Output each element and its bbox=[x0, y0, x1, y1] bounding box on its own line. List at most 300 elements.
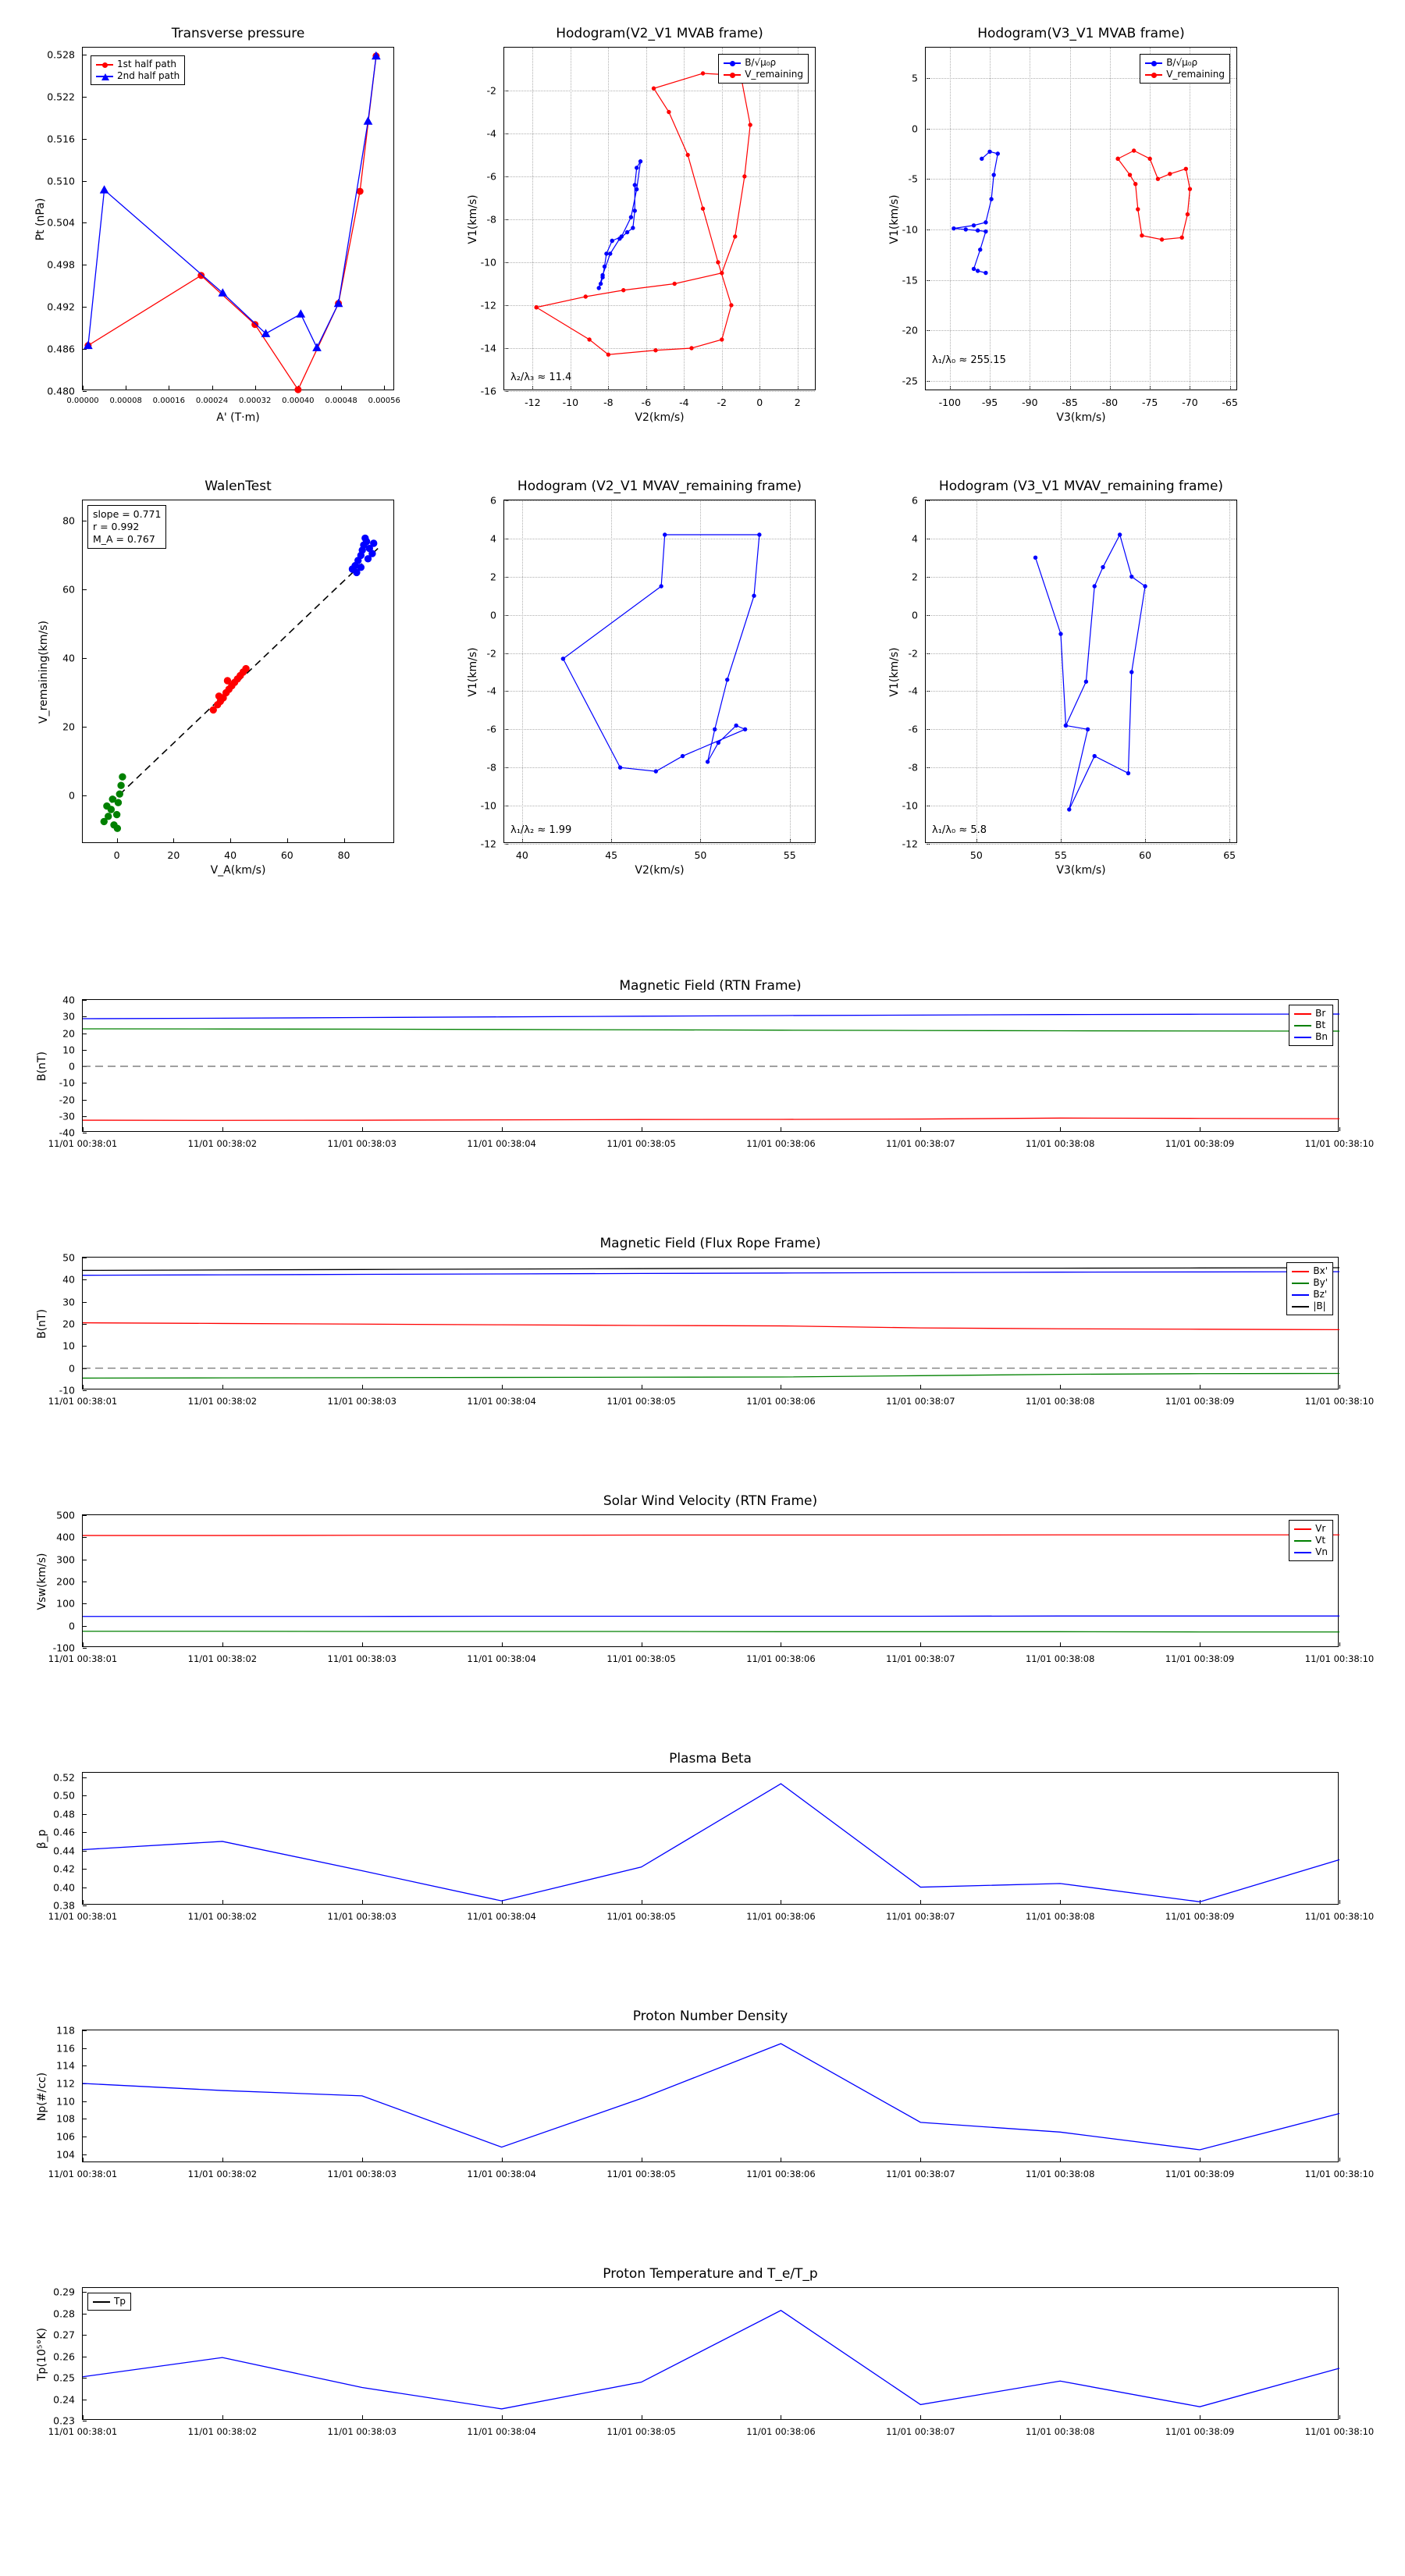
y-tick-label: 0.522 bbox=[47, 91, 75, 103]
x-tick-label: -85 bbox=[1062, 397, 1078, 408]
data-point-marker bbox=[1144, 585, 1147, 588]
legend-marker-icon bbox=[1151, 61, 1157, 66]
data-point-marker bbox=[371, 540, 377, 546]
data-point-marker bbox=[1132, 149, 1135, 152]
legend-label: 1st half path bbox=[117, 59, 177, 69]
y-tick-label: 0 bbox=[490, 609, 496, 621]
data-point-marker bbox=[717, 741, 720, 744]
legend-entry bbox=[96, 59, 180, 70]
legend-swatch bbox=[1294, 1528, 1311, 1530]
y-tick-label: 50 bbox=[62, 1251, 75, 1264]
y-tick-label: 40 bbox=[62, 1273, 75, 1286]
legend-label: Bz' bbox=[1313, 1289, 1328, 1300]
legend-entry bbox=[1292, 1277, 1328, 1289]
legend-entry bbox=[1294, 1031, 1328, 1043]
y-tick-label: 300 bbox=[56, 1553, 75, 1566]
x-tick-label: -90 bbox=[1022, 397, 1038, 408]
y-axis-label: B(nT) bbox=[36, 1309, 48, 1339]
x-tick-label: 60 bbox=[1139, 849, 1152, 861]
y-tick-label: 80 bbox=[62, 514, 75, 527]
data-point-marker bbox=[988, 150, 991, 153]
data-point-marker bbox=[224, 678, 230, 684]
series-line bbox=[83, 1616, 1339, 1617]
y-tick-label: -10 bbox=[902, 223, 918, 236]
y-tick-label: 40 bbox=[62, 652, 75, 664]
legend-label: 2nd half path bbox=[117, 70, 180, 81]
data-point-marker bbox=[706, 760, 709, 763]
x-tick-label: 11/01 00:38:02 bbox=[187, 1396, 258, 1407]
legend-swatch bbox=[1292, 1283, 1309, 1284]
x-tick-label: 11/01 00:38:06 bbox=[746, 1653, 816, 1664]
chart-proton-number-density bbox=[36, 2008, 1375, 2179]
data-point-marker bbox=[1093, 754, 1096, 757]
y-tick-label: -4 bbox=[486, 685, 496, 697]
x-tick-label: 11/01 00:38:06 bbox=[746, 1911, 816, 1922]
legend-entry bbox=[724, 69, 803, 80]
x-tick-label: 11/01 00:38:09 bbox=[1165, 1653, 1235, 1664]
data-point-marker bbox=[1136, 208, 1140, 211]
data-point-marker bbox=[1086, 728, 1089, 731]
y-tick-label: 0.492 bbox=[47, 301, 75, 313]
y-tick-label: 0.52 bbox=[53, 1771, 75, 1784]
x-tick-label: 0.00024 bbox=[195, 397, 229, 405]
x-tick-mark bbox=[1339, 1900, 1340, 1904]
legend-swatch bbox=[1292, 1271, 1309, 1272]
y-tick-label: 6 bbox=[912, 494, 918, 507]
chart-legend bbox=[1289, 1520, 1333, 1561]
x-tick-label: 11/01 00:38:03 bbox=[327, 1396, 397, 1407]
legend-marker-icon bbox=[102, 62, 108, 68]
legend-label: Bx' bbox=[1313, 1265, 1328, 1276]
data-point-marker bbox=[105, 813, 112, 820]
y-tick-label: 5 bbox=[912, 72, 918, 84]
y-tick-label: 40 bbox=[62, 994, 75, 1006]
data-point-marker bbox=[1128, 173, 1131, 176]
y-tick-label: 10 bbox=[62, 1340, 75, 1352]
data-point-marker bbox=[620, 235, 623, 238]
chart-title: Plasma Beta bbox=[669, 1751, 752, 1767]
legend-swatch bbox=[96, 76, 113, 77]
y-tick-label: -14 bbox=[480, 342, 496, 354]
y-tick-label: 0.498 bbox=[47, 258, 75, 271]
legend-label: Bn bbox=[1315, 1031, 1328, 1042]
chart-title: Solar Wind Velocity (RTN Frame) bbox=[603, 1493, 818, 1509]
series-layer bbox=[83, 500, 395, 844]
x-tick-label: 11/01 00:38:04 bbox=[467, 2169, 536, 2179]
legend-entry bbox=[1294, 1019, 1328, 1031]
y-tick-label: 108 bbox=[56, 2112, 75, 2125]
y-tick-label: 0 bbox=[69, 1060, 75, 1073]
legend-swatch bbox=[724, 62, 741, 64]
legend-swatch bbox=[93, 2301, 110, 2303]
chart-title: WalenTest bbox=[205, 479, 272, 494]
y-tick-label: 0.486 bbox=[47, 343, 75, 355]
legend-marker-icon bbox=[1151, 73, 1157, 78]
series-layer bbox=[83, 48, 395, 391]
y-tick-label: 0.504 bbox=[47, 216, 75, 229]
x-tick-label: 11/01 00:38:01 bbox=[48, 1653, 118, 1664]
x-tick-mark bbox=[1339, 2158, 1340, 2161]
legend-label: Vt bbox=[1315, 1535, 1326, 1546]
data-point-marker bbox=[606, 353, 610, 356]
data-point-marker bbox=[635, 166, 638, 169]
y-tick-label: 112 bbox=[56, 2077, 75, 2090]
y-tick-label: -5 bbox=[908, 173, 918, 185]
gridline bbox=[504, 844, 815, 845]
data-point-marker bbox=[972, 267, 975, 270]
data-point-marker bbox=[1140, 234, 1144, 237]
y-tick-label: 0.24 bbox=[53, 2393, 75, 2406]
chart-title: Magnetic Field (RTN Frame) bbox=[619, 978, 802, 994]
y-tick-label: 0.42 bbox=[53, 1863, 75, 1875]
data-point-marker bbox=[622, 289, 625, 292]
legend-marker-icon bbox=[730, 61, 735, 66]
data-point-marker bbox=[599, 282, 602, 285]
x-axis-label: V3(km/s) bbox=[1056, 864, 1106, 877]
y-tick-mark bbox=[83, 391, 87, 392]
chart-plasma-beta bbox=[36, 1751, 1375, 1922]
data-point-marker bbox=[1156, 177, 1159, 180]
series-line bbox=[83, 1323, 1339, 1330]
x-tick-label: 11/01 00:38:10 bbox=[1304, 1396, 1375, 1407]
x-axis-label: A' (T·m) bbox=[216, 411, 260, 424]
x-tick-label: 11/01 00:38:07 bbox=[886, 1396, 955, 1407]
x-tick-label: 11/01 00:38:05 bbox=[606, 1653, 676, 1664]
data-point-marker bbox=[976, 229, 979, 232]
y-tick-label: -40 bbox=[59, 1126, 75, 1139]
x-tick-label: 11/01 00:38:09 bbox=[1165, 1138, 1235, 1149]
data-point-marker bbox=[992, 173, 995, 176]
data-point-marker bbox=[357, 188, 363, 194]
data-point-marker bbox=[652, 87, 655, 90]
data-point-marker bbox=[726, 678, 729, 681]
y-tick-label: 0.29 bbox=[53, 2286, 75, 2298]
x-tick-label: 11/01 00:38:07 bbox=[886, 2426, 955, 2437]
y-axis-label: Np(#/cc) bbox=[36, 2072, 48, 2122]
series-layer bbox=[504, 500, 816, 844]
x-tick-label: 40 bbox=[515, 849, 528, 861]
legend-label: V_remaining bbox=[745, 69, 803, 80]
series-line bbox=[83, 1272, 1339, 1276]
chart-walen-test bbox=[37, 479, 394, 877]
x-tick-label: 0.00008 bbox=[109, 397, 142, 405]
legend-swatch bbox=[1294, 1025, 1311, 1026]
x-tick-label: 11/01 00:38:03 bbox=[327, 2169, 397, 2179]
data-point-marker bbox=[752, 594, 756, 597]
x-tick-label: -2 bbox=[717, 397, 727, 408]
x-tick-label: -4 bbox=[679, 397, 689, 408]
x-tick-label: 11/01 00:38:10 bbox=[1304, 1138, 1375, 1149]
data-point-marker bbox=[1186, 212, 1189, 215]
legend-swatch bbox=[1294, 1013, 1311, 1015]
y-tick-label: 0.44 bbox=[53, 1845, 75, 1857]
y-axis-label: V1(km/s) bbox=[467, 194, 479, 244]
x-tick-label: 11/01 00:38:07 bbox=[886, 1911, 955, 1922]
y-tick-label: -8 bbox=[486, 761, 496, 774]
x-tick-label: 2 bbox=[794, 397, 801, 408]
y-tick-label: 0.46 bbox=[53, 1826, 75, 1838]
data-point-marker bbox=[118, 782, 124, 788]
legend-entry bbox=[1294, 1523, 1328, 1535]
y-tick-label: 20 bbox=[62, 1318, 75, 1330]
chart-legend bbox=[1286, 1262, 1333, 1315]
y-tick-label: 4 bbox=[490, 532, 496, 545]
series-layer bbox=[926, 500, 1238, 844]
x-tick-label: 11/01 00:38:01 bbox=[48, 1911, 118, 1922]
series-layer bbox=[83, 1000, 1339, 1133]
data-point-marker bbox=[365, 117, 372, 124]
chart-magnetic-field-flux-rope bbox=[36, 1236, 1375, 1407]
legend-entry bbox=[1145, 57, 1225, 69]
y-tick-label: -30 bbox=[59, 1110, 75, 1123]
y-tick-label: 2 bbox=[490, 571, 496, 583]
data-point-marker bbox=[654, 770, 657, 773]
data-point-marker bbox=[984, 229, 987, 233]
y-tick-mark bbox=[83, 1905, 87, 1906]
chart-legend bbox=[1140, 54, 1230, 84]
x-tick-label: 11/01 00:38:06 bbox=[746, 2169, 816, 2179]
y-tick-label: 106 bbox=[56, 2130, 75, 2143]
data-point-marker bbox=[1101, 565, 1104, 568]
data-point-marker bbox=[1130, 575, 1133, 578]
data-point-marker bbox=[1064, 724, 1067, 727]
y-axis-label: V1(km/s) bbox=[888, 647, 901, 697]
chart-legend bbox=[718, 54, 809, 84]
x-tick-label: -6 bbox=[641, 397, 652, 408]
data-point-marker bbox=[660, 585, 663, 588]
x-tick-label: 11/01 00:38:06 bbox=[746, 1396, 816, 1407]
chart-magnetic-field-rtn bbox=[36, 978, 1375, 1149]
data-point-marker bbox=[681, 754, 684, 757]
x-tick-label: 11/01 00:38:02 bbox=[187, 2426, 258, 2437]
x-tick-label: 11/01 00:38:08 bbox=[1025, 1653, 1095, 1664]
data-point-marker bbox=[1148, 157, 1151, 160]
x-axis-label: V3(km/s) bbox=[1056, 411, 1106, 424]
data-point-marker bbox=[215, 693, 222, 699]
series-line bbox=[88, 56, 376, 390]
y-tick-label: 0.510 bbox=[47, 175, 75, 187]
y-tick-label: -8 bbox=[908, 761, 918, 774]
data-point-marker bbox=[984, 221, 987, 224]
data-point-marker bbox=[964, 228, 967, 231]
x-axis-label: V_A(km/s) bbox=[210, 864, 266, 877]
y-tick-label: 0.40 bbox=[53, 1881, 75, 1894]
x-axis-label: V2(km/s) bbox=[635, 864, 685, 877]
series-line bbox=[83, 2311, 1339, 2409]
legend-entry bbox=[1145, 69, 1225, 80]
y-tick-label: -6 bbox=[486, 723, 496, 735]
data-point-marker bbox=[690, 347, 693, 350]
series-layer bbox=[83, 2288, 1339, 2421]
series-line bbox=[111, 549, 378, 803]
x-tick-label: 11/01 00:38:05 bbox=[606, 1911, 676, 1922]
x-tick-label: 11/01 00:38:06 bbox=[746, 2426, 816, 2437]
y-tick-label: 0.516 bbox=[47, 133, 75, 145]
series-layer bbox=[83, 1515, 1339, 1648]
data-point-marker bbox=[638, 160, 642, 163]
y-tick-label: -2 bbox=[486, 647, 496, 660]
data-point-marker bbox=[984, 271, 987, 274]
series-line bbox=[83, 1784, 1339, 1902]
x-tick-label: 11/01 00:38:10 bbox=[1304, 2426, 1375, 2437]
y-tick-label: -25 bbox=[902, 375, 918, 387]
data-point-marker bbox=[629, 215, 632, 219]
data-point-marker bbox=[119, 774, 126, 780]
y-tick-label: 0 bbox=[69, 1362, 75, 1375]
y-tick-label: 0.528 bbox=[47, 48, 75, 61]
y-tick-label: -12 bbox=[480, 299, 496, 311]
y-tick-label: -16 bbox=[480, 385, 496, 397]
chart-transverse-pressure bbox=[34, 26, 400, 424]
y-tick-label: 0.25 bbox=[53, 2371, 75, 2384]
y-tick-label: -2 bbox=[486, 84, 496, 97]
y-tick-label: 30 bbox=[62, 1010, 75, 1023]
y-tick-label: 0.480 bbox=[47, 385, 75, 397]
y-tick-mark bbox=[83, 1390, 87, 1391]
data-point-marker bbox=[980, 157, 984, 160]
legend-label: Vn bbox=[1315, 1546, 1328, 1557]
data-point-marker bbox=[686, 153, 689, 156]
x-tick-label: 11/01 00:38:01 bbox=[48, 1138, 118, 1149]
y-tick-label: -4 bbox=[908, 685, 918, 697]
x-tick-label: 11/01 00:38:09 bbox=[1165, 1911, 1235, 1922]
data-point-marker bbox=[701, 207, 704, 210]
x-tick-label: 50 bbox=[694, 849, 707, 861]
x-tick-label: 11/01 00:38:03 bbox=[327, 2426, 397, 2437]
y-tick-label: 0 bbox=[912, 123, 918, 135]
x-tick-label: 11/01 00:38:10 bbox=[1304, 2169, 1375, 2179]
data-point-marker bbox=[1116, 157, 1119, 160]
legend-label: B/√μ₀ρ bbox=[1166, 57, 1198, 68]
x-tick-label: 50 bbox=[969, 849, 983, 861]
y-tick-label: -20 bbox=[902, 324, 918, 336]
eigenvalue-ratio-annotation: λ₂/λ₃ ≈ 11.4 bbox=[510, 372, 572, 383]
x-tick-label: 11/01 00:38:05 bbox=[606, 1138, 676, 1149]
x-tick-mark bbox=[1339, 1385, 1340, 1389]
legend-label: By' bbox=[1313, 1277, 1328, 1288]
x-tick-label: 80 bbox=[337, 849, 350, 861]
chart-legend bbox=[87, 2293, 131, 2311]
data-point-marker bbox=[663, 533, 667, 536]
x-tick-label: -65 bbox=[1222, 397, 1238, 408]
chart-legend bbox=[1289, 1005, 1333, 1046]
y-tick-label: -4 bbox=[486, 127, 496, 140]
data-point-marker bbox=[976, 269, 979, 272]
data-point-marker bbox=[1160, 238, 1163, 241]
legend-swatch bbox=[1294, 1552, 1311, 1553]
y-tick-label: 110 bbox=[56, 2095, 75, 2108]
y-axis-label: V1(km/s) bbox=[888, 194, 901, 244]
series-line bbox=[1036, 535, 1146, 809]
legend-swatch bbox=[1294, 1037, 1311, 1038]
series-line bbox=[83, 1631, 1339, 1632]
x-tick-label: 11/01 00:38:04 bbox=[467, 1138, 536, 1149]
legend-label: V_remaining bbox=[1166, 69, 1225, 80]
data-point-marker bbox=[605, 252, 608, 255]
legend-label: Tp bbox=[114, 2296, 126, 2307]
series-line bbox=[83, 1268, 1339, 1270]
x-tick-label: 11/01 00:38:03 bbox=[327, 1653, 397, 1664]
legend-entry bbox=[1292, 1265, 1328, 1277]
data-point-marker bbox=[116, 791, 123, 797]
data-point-marker bbox=[952, 226, 955, 229]
y-tick-label: 114 bbox=[56, 2059, 75, 2072]
x-tick-label: 11/01 00:38:04 bbox=[467, 2426, 536, 2437]
x-tick-label: -100 bbox=[938, 397, 961, 408]
y-tick-label: 104 bbox=[56, 2148, 75, 2161]
x-tick-label: 11/01 00:38:05 bbox=[606, 1396, 676, 1407]
gridline bbox=[926, 844, 1236, 845]
data-point-marker bbox=[1188, 187, 1191, 190]
y-tick-label: -10 bbox=[480, 256, 496, 269]
x-tick-label: 11/01 00:38:03 bbox=[327, 1138, 397, 1149]
data-point-marker bbox=[758, 533, 761, 536]
y-tick-label: 400 bbox=[56, 1531, 75, 1543]
data-point-marker bbox=[252, 322, 258, 328]
legend-swatch bbox=[1292, 1294, 1309, 1296]
data-point-marker bbox=[101, 186, 108, 193]
series-line bbox=[599, 162, 640, 288]
x-tick-label: 0.00032 bbox=[239, 397, 272, 405]
y-tick-label: 30 bbox=[62, 1296, 75, 1308]
data-point-marker bbox=[198, 272, 205, 279]
x-tick-label: 65 bbox=[1223, 849, 1236, 861]
data-point-marker bbox=[297, 310, 304, 317]
x-tick-mark bbox=[1339, 2415, 1340, 2419]
series-layer bbox=[83, 2030, 1339, 2163]
legend-swatch bbox=[724, 74, 741, 76]
y-axis-label: Vsw(km/s) bbox=[36, 1553, 48, 1610]
data-point-marker bbox=[625, 230, 628, 233]
eigenvalue-ratio-annotation: λ₁/λ₀ ≈ 255.15 bbox=[932, 354, 1006, 366]
gridline bbox=[504, 391, 815, 393]
data-point-marker bbox=[1118, 533, 1121, 536]
y-tick-label: 0.50 bbox=[53, 1789, 75, 1802]
data-point-marker bbox=[295, 386, 301, 393]
legend-entry bbox=[1294, 1008, 1328, 1019]
series-line bbox=[83, 1029, 1339, 1031]
x-tick-label: -10 bbox=[562, 397, 579, 408]
data-point-marker bbox=[720, 338, 724, 341]
x-tick-label: 11/01 00:38:02 bbox=[187, 2169, 258, 2179]
data-point-marker bbox=[365, 556, 371, 562]
legend-label: Br bbox=[1315, 1008, 1326, 1019]
legend-label: Bt bbox=[1315, 1019, 1326, 1030]
data-point-marker bbox=[717, 261, 720, 264]
chart-hodogram-v2-v1-mvav bbox=[467, 479, 816, 877]
x-tick-label: 0 bbox=[113, 849, 120, 861]
legend-swatch bbox=[1292, 1306, 1309, 1308]
x-tick-label: 11/01 00:38:09 bbox=[1165, 1396, 1235, 1407]
chart-title: Magnetic Field (Flux Rope Frame) bbox=[599, 1236, 821, 1251]
data-point-marker bbox=[1180, 236, 1183, 239]
x-tick-label: -8 bbox=[603, 397, 614, 408]
y-tick-label: -10 bbox=[59, 1384, 75, 1397]
chart-title: Transverse pressure bbox=[171, 26, 305, 41]
data-point-marker bbox=[104, 802, 110, 809]
y-tick-mark bbox=[83, 1648, 87, 1649]
legend-swatch bbox=[1145, 74, 1162, 76]
x-tick-mark bbox=[1339, 1642, 1340, 1646]
chart-solar-wind-velocity-rtn bbox=[36, 1493, 1375, 1664]
x-tick-label: 11/01 00:38:01 bbox=[48, 2426, 118, 2437]
y-tick-label: -2 bbox=[908, 647, 918, 660]
data-point-marker bbox=[243, 665, 249, 671]
x-tick-label: 0 bbox=[756, 397, 763, 408]
data-point-marker bbox=[990, 197, 993, 201]
chart-title: Hodogram (V2_V1 MVAV_remaining frame) bbox=[517, 479, 802, 494]
series-line bbox=[83, 1373, 1339, 1378]
